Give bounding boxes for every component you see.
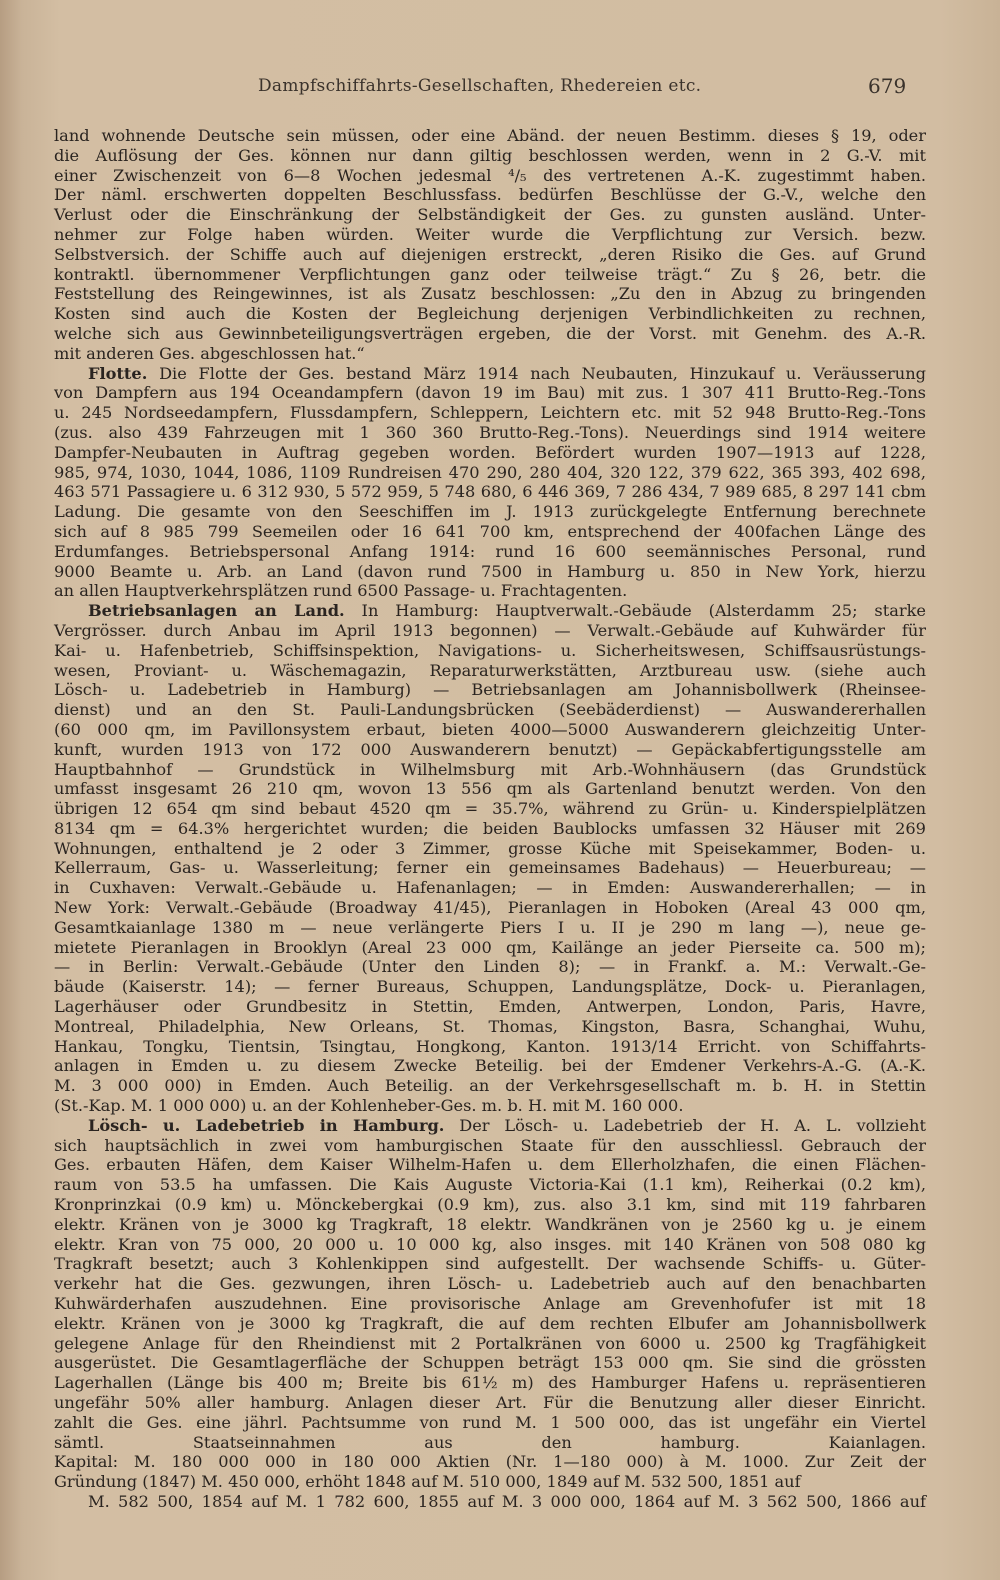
text-line: mietete Pieranlagen in Brooklyn (Areal 23 000 qm, Kailänge an jeder Pierseite ca. 500 m);	[54, 937, 926, 957]
text-line: sich hauptsächlich in zwei vom hamburgischen Staate für den ausschliessl. Gebrauch der	[54, 1135, 926, 1155]
text-line: nehmer zur Folge haben würden. Weiter wurde die Verpflichtung zur Versich. bezw.	[54, 224, 926, 244]
body-text	[54, 126, 926, 1512]
text-line: elektr. Kränen von je 3000 kg Tragkraft, 18 elektr. Wandkränen von je 2560 kg u. je einem	[54, 1214, 926, 1234]
text-line: u. 245 Nordseedampfern, Flussdampfern, Schleppern, Leichtern etc. mit 52 948 Brutto-Reg.-Tons	[54, 403, 926, 423]
text-line: Der näml. erschwerten doppelten Beschlussfass. bedürfen Beschlüsse der G.-V., welche den	[54, 185, 926, 205]
text-line: elektr. Kränen von je 3000 kg Tragkraft, die auf dem rechten Elbufer am Johannisbollwerk	[54, 1313, 926, 1333]
text-line: M. 582 500, 1854 auf M. 1 782 600, 1855 auf M. 3 000 000, 1864 auf M. 3 562 500, 1866 auf	[88, 1491, 926, 1511]
text-line: (St.-Kap. M. 1 000 000) u. an der Kohlenheber-Ges. m. b. H. mit M. 160 000.	[54, 1096, 684, 1116]
text-line: Kosten sind auch die Kosten der Begleichung derjenigen Verbindlichkeiten zu rechnen,	[54, 304, 926, 324]
text-line: zahlt die Ges. eine jährl. Pachtsumme von rund M. 1 500 000, das ist ungefähr ein Viertel	[54, 1412, 926, 1432]
section-heading: Flotte.	[88, 363, 148, 383]
text-line: verkehr hat die Ges. gezwungen, ihren Lösch- u. Ladebetrieb auch auf den benachbarten	[54, 1274, 926, 1294]
text-line: raum von 53.5 ha umfassen. Die Kais Auguste Victoria-Kai (1.1 km), Reiherkai (0.2 km),	[54, 1175, 926, 1195]
text-line: Kapital: M. 180 000 000 in 180 000 Aktien (Nr. 1—180 000) à M. 1000. Zur Zeit der	[54, 1452, 926, 1472]
text-line: elektr. Kran von 75 000, 20 000 u. 10 000 kg, also insges. mit 140 Kränen von 508 080 kg	[54, 1234, 926, 1254]
text-line: 463 571 Passagiere u. 6 312 930, 5 572 959, 5 748 680, 6 446 369, 7 286 434, 7 989 685, 8 297 141 cbm	[54, 482, 926, 502]
text-line: 9000 Beamte u. Arb. an Land (davon rund 7500 in Hamburg u. 850 in New York, hierzu	[54, 561, 926, 581]
text-line: New York: Verwalt.-Gebäude (Broadway 41/45), Pieranlagen in Hoboken (Areal 43 000 qm,	[54, 898, 926, 918]
text-line: Lösch- u. Ladebetrieb in Hamburg) — Betriebsanlagen am Johannisbollwerk (Rheinsee-	[54, 680, 926, 700]
section-heading: Betriebsanlagen an Land.	[88, 601, 345, 621]
text-line: (zus. also 439 Fahrzeugen mit 1 360 360 Brutto-Reg.-Tons). Neuerdings sind 1914 weitere	[54, 422, 926, 442]
text-line: — in Berlin: Verwalt.-Gebäude (Unter den Linden 8); — in Frankf. a. M.: Verwalt.-Ge-	[54, 957, 926, 977]
text-line: Kai- u. Hafenbetrieb, Schiffsinspektion, Navigations- u. Sicherheitswesen, Schiffsausrüstungs-	[54, 640, 926, 660]
text-line: von Dampfern aus 194 Oceandampfern (davon 19 im Bau) mit zus. 1 307 411 Brutto-Reg.-Tons	[54, 383, 926, 403]
text-line: Selbstversich. der Schiffe auch auf diejenigen erstreckt, „deren Risiko die Ges. auf Grund	[54, 244, 926, 264]
text-line: Tragkraft besetzt; auch 3 Kohlenkippen sind aufgestellt. Der wachsende Schiffs- u. Güter-	[54, 1254, 926, 1274]
text-line: Wohnungen, enthaltend je 2 oder 3 Zimmer, grosse Küche mit Speisekammer, Boden- u.	[54, 838, 926, 858]
text-line: bäude (Kaiserstr. 14); — ferner Bureaus, Schuppen, Landungsplätze, Dock- u. Pieranlagen,	[54, 977, 926, 997]
text-line: Lösch- u. Ladebetrieb in Hamburg. Der Lösch- u. Ladebetrieb der H. A. L. vollzieht	[88, 1115, 926, 1135]
text-line: land wohnende Deutsche sein müssen, oder eine Abänd. der neuen Bestimm. dieses § 19, oder	[54, 126, 926, 145]
text-line: Vergrösser. durch Anbau im April 1913 begonnen) — Verwalt.-Gebäude auf Kuhwärder für	[54, 620, 926, 640]
text-line: Verlust oder die Einschränkung der Selbständigkeit der Ges. zu gunsten ausländ. Unter-	[54, 205, 926, 225]
text-line: Kronprinzkai (0.9 km) u. Mönckebergkai (0.9 km), zus. also 3.1 km, sind mit 119 fahrbaren	[54, 1195, 926, 1215]
text-line: ungefähr 50% aller hamburg. Anlagen dieser Art. Für die Benutzung aller dieser Einricht.	[54, 1393, 926, 1412]
text-line: Lagerhallen (Länge bis 400 m; Breite bis 61½ m) des Hamburger Hafens u. repräsentieren	[54, 1373, 926, 1393]
text-line: dienst) und an den St. Pauli-Landungsbrücken (Seebäderdienst) — Auswandererhallen	[54, 700, 926, 720]
text-line: sämtl. Staatseinnahmen aus den hamburg. Kaianlagen.	[54, 1432, 926, 1452]
text-line: Hankau, Tongku, Tientsin, Tsingtau, Hongkong, Kanton. 1913/14 Erricht. von Schiffahrts-	[54, 1036, 926, 1056]
text-line: übrigen 12 654 qm sind bebaut 4520 qm = 35.7%, während zu Grün- u. Kinderspielplätzen	[54, 799, 926, 819]
text-line: kontraktl. übernommener Verpflichtungen ganz oder teilweise trägt.“ Zu § 26, betr. die	[54, 264, 926, 284]
text-line: an allen Hauptverkehrsplätzen rund 6500 Passage- u. Frachtagenten.	[54, 581, 628, 601]
text-line: in Cuxhaven: Verwalt.-Gebäude u. Hafenanlagen; — in Emden: Auswandererhallen; — in	[54, 878, 926, 898]
text-line: mit anderen Ges. abgeschlossen hat.“	[54, 343, 365, 363]
text-line: umfasst insgesamt 26 210 qm, wovon 13 556 qm als Gartenland benutzt werden. Von den	[54, 779, 926, 799]
text-line: gelegene Anlage für den Rheindienst mit 2 Portalkränen von 6000 u. 2500 kg Tragfähigkeit	[54, 1333, 926, 1353]
text-line: Feststellung des Reingewinnes, ist als Zusatz beschlossen: „Zu den in Abzug zu bringenden	[54, 284, 926, 304]
text-line: Kellerraum, Gas- u. Wasserleitung; ferner ein gemeinsames Badehaus) — Heuerbureau; —	[54, 858, 926, 878]
text-line: Betriebsanlagen an Land. In Hamburg: Hauptverwalt.-Gebäude (Alsterdamm 25; starke	[88, 601, 926, 621]
text-line: einer Zwischenzeit von 6—8 Wochen jedesmal ⁴/₅ des vertretenen A.-K. zugestimmt haben.	[54, 165, 926, 185]
text-line: (60 000 qm, im Pavillonsystem erbaut, bieten 4000—5000 Auswanderern gleichzeitig Unter-	[54, 719, 926, 739]
text-line: welche sich aus Gewinnbeteiligungsverträgen ergeben, die der Vorst. mit Genehm. des A.-R.	[54, 323, 926, 343]
text-line: Ladung. Die gesamte von den Seeschiffen im J. 1913 zurückgelegte Entfernung berechnete	[54, 502, 926, 522]
page-header	[0, 76, 1000, 104]
text-line: Lagerhäuser oder Grundbesitz in Stettin, Emden, Antwerpen, London, Paris, Havre,	[54, 997, 926, 1017]
text-line: wesen, Proviant- u. Wäschemagazin, Reparaturwerkstätten, Arztbureau usw. (siehe auch	[54, 660, 926, 680]
text-line: anlagen in Emden u. zu diesem Zwecke Beteilig. bei der Emdener Verkehrs-A.-G. (A.-K.	[54, 1056, 926, 1076]
text-line: Flotte. Die Flotte der Ges. bestand März 1914 nach Neubauten, Hinzukauf u. Veräusserung	[88, 363, 926, 383]
text-line: die Auflösung der Ges. können nur dann giltig beschlossen werden, wenn in 2 G.-V. mit	[54, 145, 926, 165]
text-line: 985, 974, 1030, 1044, 1086, 1109 Rundreisen 470 290, 280 404, 320 122, 379 622, 365 393, 402 698,	[54, 462, 926, 482]
text-line: Erdumfanges. Betriebspersonal Anfang 1914: rund 16 600 seemännisches Personal, rund	[54, 541, 926, 561]
text-line: sich auf 8 985 799 Seemeilen oder 16 641 700 km, entsprechend der 400fachen Länge des	[54, 521, 926, 541]
text-line: Montreal, Philadelphia, New Orleans, St. Thomas, Kingston, Basra, Schanghai, Wuhu,	[54, 1016, 926, 1036]
page-number: 679	[868, 74, 907, 98]
text-line: Gründung (1847) M. 450 000, erhöht 1848 auf M. 510 000, 1849 auf M. 532 500, 1851 auf	[54, 1472, 801, 1492]
section-heading: Lösch- u. Ladebetrieb in Hamburg.	[88, 1115, 445, 1135]
text-line: kunft, wurden 1913 von 172 000 Auswanderern benutzt) — Gepäckabfertigungsstelle am	[54, 739, 926, 759]
text-line: M. 3 000 000) in Emden. Auch Beteilig. an der Verkehrsgesellschaft m. b. H. in Stettin	[54, 1076, 926, 1096]
text-line: Dampfer-Neubauten in Auftrag gegeben worden. Befördert wurden 1907—1913 auf 1228,	[54, 442, 926, 462]
text-line: 8134 qm = 64.3% hergerichtet wurden; die beiden Baublocks umfassen 32 Häuser mit 269	[54, 818, 926, 838]
text-line: Ges. erbauten Häfen, dem Kaiser Wilhelm-Hafen u. dem Ellerholzhafen, die einen Flächen-	[54, 1155, 926, 1175]
text-line: ausgerüstet. Die Gesamtlagerfläche der Schuppen beträgt 153 000 qm. Sie sind die grössten	[54, 1353, 926, 1373]
text-line: Kuhwärderhafen auszudehnen. Eine provisorische Anlage am Grevenhofufer ist mit 18	[54, 1294, 926, 1314]
running-head: Dampfschiffahrts-Gesellschaften, Rhedereien etc.	[258, 76, 702, 96]
text-line: Hauptbahnhof — Grundstück in Wilhelmsburg mit Arb.-Wohnhäusern (das Grundstück	[54, 759, 926, 779]
text-line: Gesamtkaianlage 1380 m — neue verlängerte Piers I u. II je 290 m lang —), neue ge-	[54, 917, 926, 937]
